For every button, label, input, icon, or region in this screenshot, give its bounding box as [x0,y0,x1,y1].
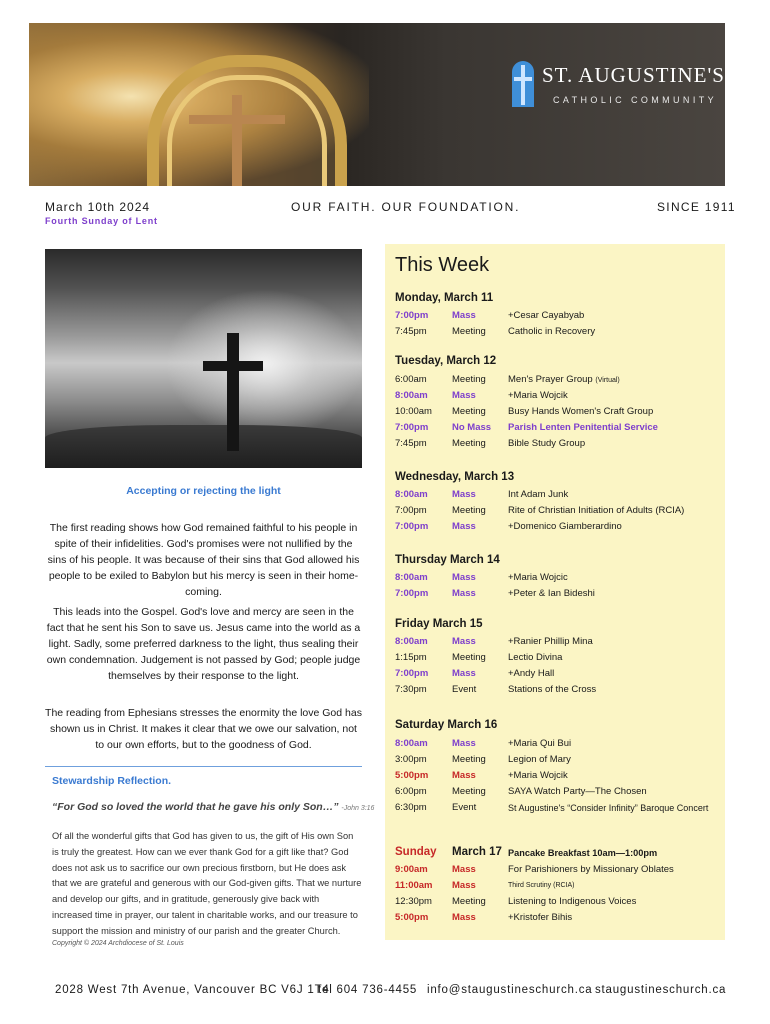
schedule-row: 6:00am Meeting Men's Prayer Group (Virtual) [395,374,620,385]
quote-text: “For God so loved the world that he gave his only Son…” [52,801,339,813]
since-year: SINCE 1911 [657,200,736,214]
day-heading-sunday: Sunday [395,846,437,858]
header-banner [29,23,725,186]
light-burst [165,289,362,439]
sunday-date: March 17 [452,846,502,858]
schedule-row: 7:30pm Event Stations of the Cross [395,684,597,695]
cross-window-icon [512,61,534,107]
sunday-note: Pancake Breakfast 10am—1:00pm [508,848,658,858]
schedule-row: 8:00am Mass +Ranier Phillip Mina [395,636,593,647]
logo-title: ST. AUGUSTINE'S [542,63,725,87]
divider [45,766,362,767]
schedule-row: 8:00am Mass Int Adam Junk [395,489,569,500]
this-week-title: This Week [395,254,490,276]
reflection-title: Accepting or rejecting the light [126,485,281,497]
schedule-row: 8:00am Mass +Maria Wojcic [395,572,568,583]
day-heading-thursday: Thursday March 14 [395,554,500,566]
schedule-row: 3:00pm Meeting Legion of Mary [395,754,571,765]
schedule-row: 12:30pm Meeting Listening to Indigenous Voices [395,896,637,907]
day-heading-tuesday: Tuesday, March 12 [395,355,497,367]
logo-subtitle: CATHOLIC COMMUNITY [553,95,718,105]
liturgical-day: Fourth Sunday of Lent [45,216,158,226]
schedule-row: 7:45pm Meeting Catholic in Recovery [395,326,596,337]
schedule-row: 9:00am Mass For Parishioners by Missionary Oblates [395,864,674,875]
cross-photo [45,249,362,468]
day-heading-wednesday: Wednesday, March 13 [395,471,515,483]
crucifix-icon [232,95,242,186]
quote-reference: -John 3:16 [341,805,375,812]
schedule-row: 8:00am Mass +Maria Qui Bui [395,738,572,749]
schedule-row: 5:00pm Mass +Maria Wojcik [395,770,568,781]
cross-icon [227,333,239,451]
crucifix-arm [189,115,285,124]
schedule-row: 7:45pm Meeting Bible Study Group [395,438,586,449]
stewardship-text: Of all the wonderful gifts that God has given to us, the gift of His own Son is truly the greatest. How can we ever thank God for a gift like that? God does not ask us to sacrifice our own precious firstborn, but He does ask that we are grateful and generous with our God-given gifts. That we nurture and develop our gifts, and in gratitude, generously give back with increased time in prayer, our talent in charitable works, and our treasure to support the mission and ministry of our parish and the greater Church. [52,831,362,936]
schedule-row: 10:00am Meeting Busy Hands Women's Craft Group [395,406,654,417]
motto: OUR FAITH. OUR FOUNDATION. [291,200,521,214]
schedule-row: 5:00pm Mass +Kristofer Bihis [395,912,573,923]
footer-email[interactable]: info@staugustineschurch.ca [427,984,593,996]
cross-arm [203,361,263,371]
schedule-row: 7:00pm Mass +Cesar Cayabyab [395,310,585,321]
copyright: Copyright © 2024 Archdiocese of St. Louis [52,940,184,947]
bulletin-date: March 10th 2024 [45,200,151,214]
schedule-row: 7:00pm Meeting Rite of Christian Initiation of Adults (RCIA) [395,505,685,516]
schedule-row: 6:30pm Event St Augustine's “Consider Infinity” Baroque Concert [395,802,709,813]
schedule-row: 7:00pm Mass +Domenico Giamberardino [395,521,622,532]
footer-phone[interactable]: tel 604 736-4455 [318,984,418,996]
schedule-row: 7:00pm No Mass Parish Lenten Penitential Service [395,422,658,433]
parish-logo[interactable] [512,61,725,111]
gilded-frame-inner [167,75,327,186]
schedule-row: 11:00am Mass Third Scrutiny (RCIA) [395,880,575,891]
schedule-row: 6:00pm Meeting SAYA Watch Party—The Chosen [395,786,647,797]
day-heading-monday: Monday, March 11 [395,292,494,304]
day-heading-friday: Friday March 15 [395,618,483,630]
reflection-paragraph: The reading from Ephesians stresses the enormity the love God has shown us in Christ. It makes it clear that we owe our salvation, not to our own efforts, but to the goodness of God. [45,707,362,751]
schedule-row: 7:00pm Mass +Andy Hall [395,668,555,679]
stewardship-title: Stewardship Reflection. [52,775,172,787]
reflection-paragraph: This leads into the Gospel. God's love and mercy are seen in the fact that he sent his Son to save us. Jesus came into the world as a light. Sadly, some preferred darkness to the light, thus sealing their own condemnation. Judgement is not passed by God; people judge themselves by their response to the light. [46,606,361,682]
hillside [45,425,362,468]
footer-website[interactable]: staugustineschurch.ca [595,984,727,996]
schedule-row: 7:00pm Mass +Peter & Ian Bideshi [395,588,595,599]
reflection-paragraph: The first reading shows how God remained faithful to his people in spite of their infidelities. God's promises were not nullified by the sins of his people. It was because of their sins that God allowed his people to be exiled to Babylon but his mercy is seen in their home-coming. [47,522,360,598]
scripture-quote [52,801,374,813]
schedule-row: 1:15pm Meeting Lectio Divina [395,652,563,663]
day-heading-saturday: Saturday March 16 [395,719,498,731]
schedule-row: 8:00am Mass +Maria Wojcik [395,390,568,401]
footer-address: 2028 West 7th Avenue, Vancouver BC V6J 1T4 [55,984,330,996]
